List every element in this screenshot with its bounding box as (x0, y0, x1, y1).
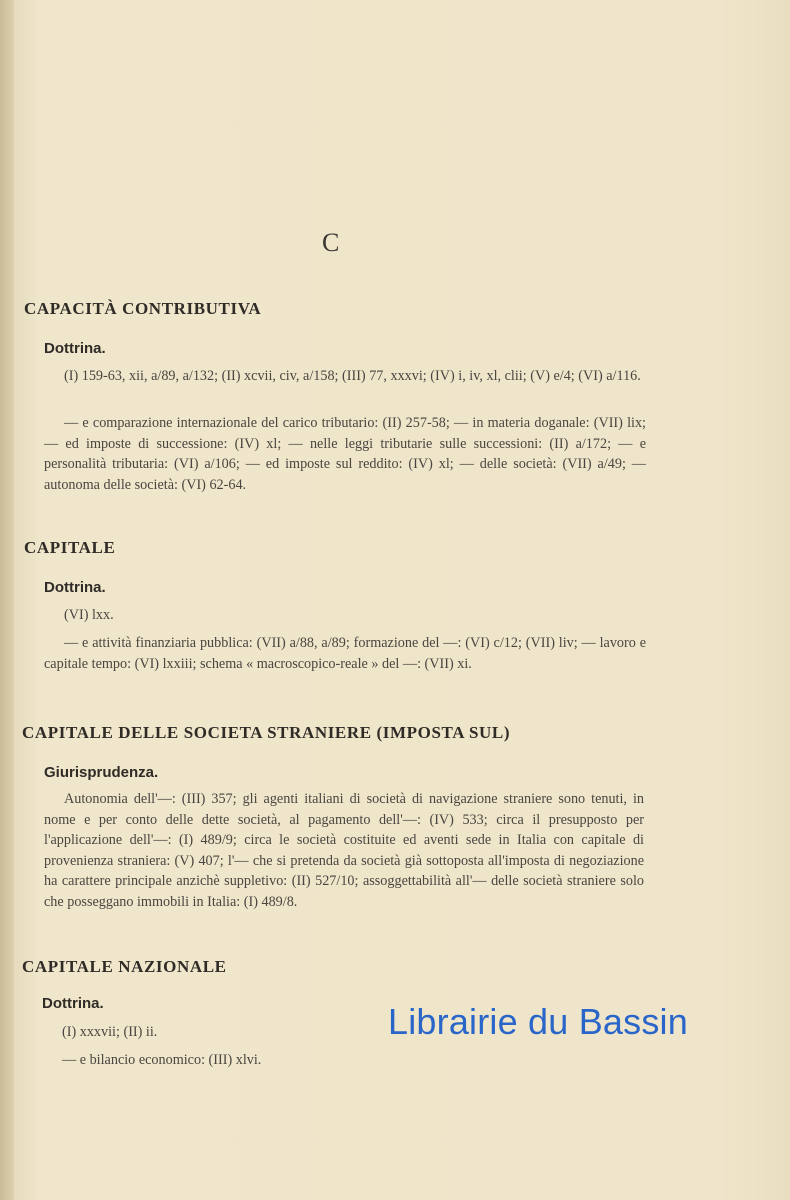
entry-paragraph: Autonomia dell'—: (III) 357; gli agenti italiani di società di navigazione straniere sono tenuti, in nome e per conto delle dette società, al pagamento dell'—: (IV) 533; circa il presupposto per l'applicazione dell'—: (I) 489/9; circa le società costituite ed aventi sede in Italia con capitale di provenienza straniera: (V) 407; l'— che si pretenda da società già sottoposta all'imposta di negoziazione ha carattere principale anzichè suppletivo: (II) 527/10; assoggettabilità all'— delle società straniere solo che posseggano immobili in Italia: (I) 489/8. (44, 791, 644, 910)
section-letter: C (322, 228, 341, 257)
entry-heading-capitale-societa-straniere: CAPITALE DELLE SOCIETA STRANIERE (IMPOSTA SUL) (22, 723, 511, 742)
entry-paragraph: (I) 159-63, xii, a/89, a/132; (II) xcvii, civ, a/158; (III) 77, xxxvi; (IV) i, iv, xl, clii; (V) e/4; (VI) a/116. (64, 368, 641, 384)
entry-paragraph: — e comparazione internazionale del carico tributario: (II) 257-58; — in materia doganale: (VII) lix; — ed imposte di successione: (IV) xl; — nelle leggi tributarie sulle successioni: (II) a/172; — e personalità tributaria: (VI) a/106; — ed imposte sul reddito: (IV) xl; — delle società: (VII) a/49; — autonoma delle società: (VI) 62-64. (44, 415, 646, 493)
entry-paragraph: — e attività finanziaria pubblica: (VII) a/88, a/89; formazione del —: (VI) c/12; (VII) liv; — lavoro e capitale tempo: (VI) lxxiii; schema « macroscopico-reale » del —: (VII) xi. (44, 635, 646, 672)
watermark-text: Librairie du Bassin (388, 1001, 688, 1042)
entry-subheading: Dottrina. (44, 579, 106, 596)
page-gutter (0, 0, 14, 1200)
entry-heading-capitale: CAPITALE (24, 538, 116, 557)
entry-paragraph: (VI) lxx. (64, 607, 114, 623)
entry-subheading: Dottrina. (42, 995, 104, 1012)
entry-subheading: Dottrina. (44, 340, 106, 357)
entry-heading-capitale-nazionale: CAPITALE NAZIONALE (22, 957, 227, 976)
entry-paragraph: — e bilancio economico: (III) xlvi. (62, 1052, 262, 1068)
entry-subheading: Giurisprudenza. (44, 764, 159, 781)
entry-heading-capacita: CAPACITÀ CONTRIBUTIVA (24, 299, 262, 318)
entry-paragraph: (I) xxxvii; (II) ii. (62, 1024, 158, 1040)
